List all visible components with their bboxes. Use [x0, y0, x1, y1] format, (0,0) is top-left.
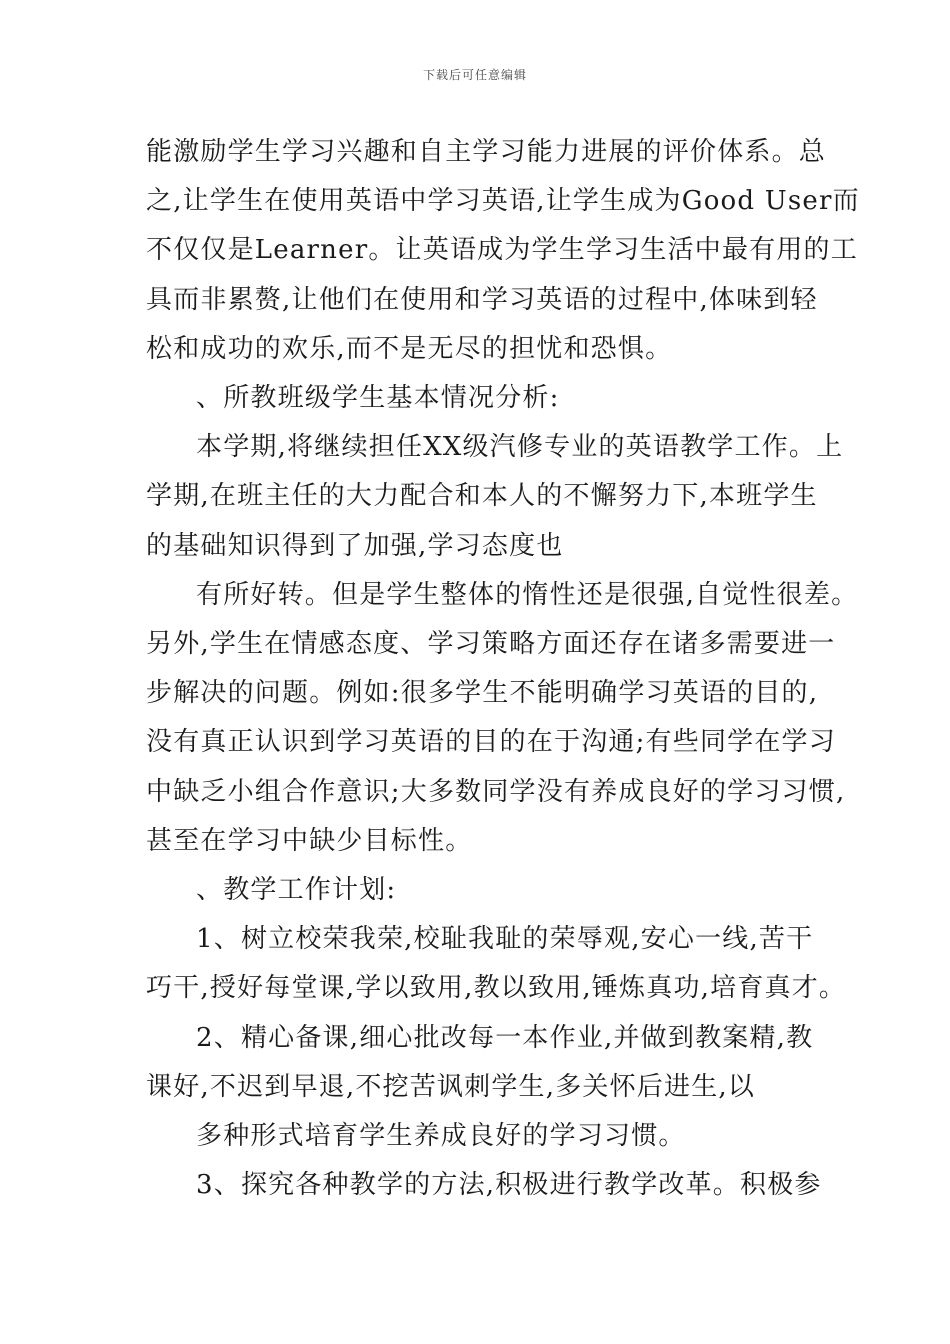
list-item: 2、精心备课,细心批改每一本作业,并做到教案精,教 — [196, 1022, 814, 1053]
text-line: 巧干,授好每堂课,学以致用,教以致用,锤炼真功,培育真才。 — [146, 973, 847, 1004]
text-line: 有所好转。但是学生整体的惰性还是很强,自觉性很差。 — [196, 579, 859, 610]
page-header: 下载后可任意编辑 — [422, 68, 527, 82]
text-line: 具而非累赘,让他们在使用和学习英语的过程中,体味到轻 — [146, 284, 818, 315]
text-line: 之,让学生在使用英语中学习英语,让学生成为Good User而 — [146, 186, 860, 217]
text-line: 不仅仅是Learner。让英语成为学生学习生活中最有用的工 — [146, 235, 858, 266]
text-line: 多种形式培育学生养成良好的学习习惯。 — [196, 1121, 686, 1152]
document-body — [146, 128, 860, 1210]
text-line: 中缺乏小组合作意识;大多数同学没有养成良好的学习习惯, — [146, 776, 846, 807]
text-line: 另外,学生在情感态度、学习策略方面还存在诸多需要进一 — [146, 629, 836, 660]
list-item: 3、探究各种教学的方法,积极进行教学改革。积极参 — [196, 1170, 822, 1201]
section-heading: 、所教班级学生基本情况分析: — [196, 383, 560, 414]
text-line: 步解决的问题。例如:很多学生不能明确学习英语的目的, — [146, 678, 819, 709]
text-line: 的基础知识得到了加强,学习态度也 — [146, 530, 564, 561]
text-line: 没有真正认识到学习英语的目的在于沟通;有些同学在学习 — [146, 727, 836, 758]
text-line: 学期,在班主任的大力配合和本人的不懈努力下,本班学生 — [146, 481, 818, 512]
list-item: 1、树立校荣我荣,校耻我耻的荣辱观,安心一线,苦干 — [196, 924, 814, 955]
text-line: 能激励学生学习兴趣和自主学习能力进展的评价体系。总 — [146, 137, 827, 167]
text-line: 甚至在学习中缺少目标性。 — [146, 825, 473, 856]
section-heading: 、教学工作计划: — [196, 875, 397, 906]
text-line: 本学期,将继续担任XX级汽修专业的英语教学工作。上 — [196, 432, 844, 463]
text-line: 课好,不迟到早退,不挖苦讽刺学生,多关怀后进生,以 — [146, 1071, 756, 1102]
text-line: 松和成功的欢乐,而不是无尽的担忧和恐惧。 — [146, 333, 673, 364]
